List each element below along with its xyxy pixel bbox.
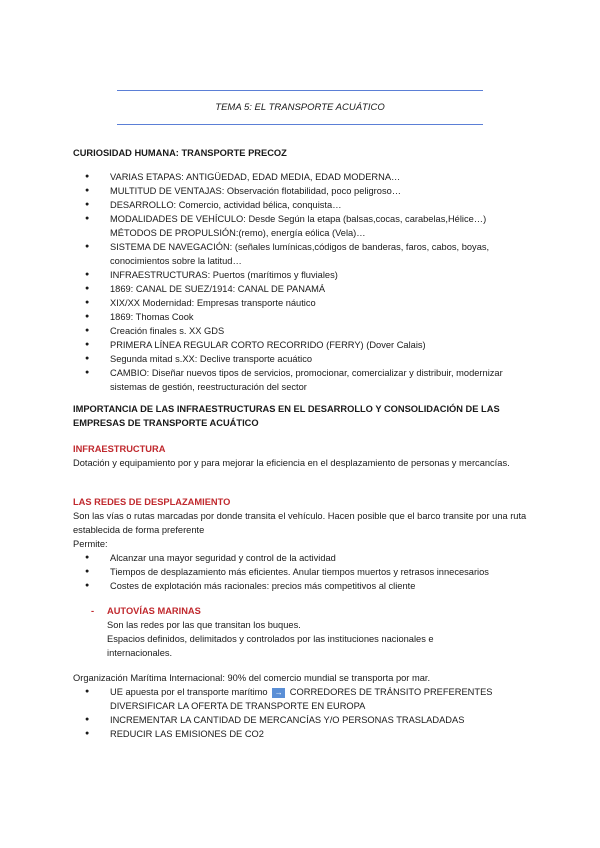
title-rule-bottom xyxy=(117,124,483,125)
section-heading-curiosidad: CURIOSIDAD HUMANA: TRANSPORTE PRECOZ xyxy=(73,148,287,158)
omi-text: Organización Marítima Internacional: 90% del comercio mundial se transporta por mar. xyxy=(73,673,431,683)
list-item: ● Costes de explotación más racionales: precios más competitivos al cliente xyxy=(85,579,525,593)
autovias-line-2: Espacios definidos, delimitados y controlados por las instituciones nacionales e internacionales. xyxy=(107,634,434,658)
list-item: ● INFRAESTRUCTURAS: Puertos (marítimos y fluviales) xyxy=(85,268,505,282)
list-item: ● Segunda mitad s.XX: Declive transporte acuático xyxy=(85,352,505,366)
infraestructura-heading: INFRAESTRUCTURA xyxy=(73,444,166,454)
list-item: ● VARIAS ETAPAS: ANTIGÜEDAD, EDAD MEDIA, EDAD MODERNA… xyxy=(85,170,505,184)
redes-heading: LAS REDES DE DESPLAZAMIENTO xyxy=(73,497,231,507)
list-item: ● SISTEMA DE NAVEGACIÓN: (señales lumínicas,códigos de banderas, faros, cabos, boyas, conocimientos sobre la latitud… xyxy=(85,240,505,268)
redes-list xyxy=(85,551,525,593)
list-item: ● Tiempos de desplazamiento más eficientes. Anular tiempos muertos y retrasos innecesarios xyxy=(85,565,525,579)
autovias-dash: - xyxy=(91,606,95,616)
omi-list xyxy=(85,685,515,741)
section-heading-importancia: IMPORTANCIA DE LAS INFRAESTRUCTURAS EN EL DESARROLLO Y CONSOLIDACIÓN DE LAS EMPRESAS DE TRANSPORTE ACUÁTICO xyxy=(73,404,500,428)
list-item: ● MODALIDADES DE VEHÍCULO: Desde Según la etapa (balsas,cocas, carabelas,Hélice…) MÉTODOS DE PROPULSIÓN:(remo), energía eólica (Vela)… xyxy=(85,212,505,240)
omi-item-1b: CORREDORES DE TRÁNSITO PREFERENTES DIVERSIFICAR LA OFERTA DE TRANSPORTE EN EUROPA xyxy=(110,687,493,711)
infraestructura-text: Dotación y equipamiento por y para mejorar la eficiencia en el desplazamiento de personas y mercancías. xyxy=(73,458,510,468)
list-item: ● 1869: CANAL DE SUEZ/1914: CANAL DE PANAMÁ xyxy=(85,282,505,296)
list-item: ● MULTITUD DE VENTAJAS: Observación flotabilidad, poco peligroso… xyxy=(85,184,505,198)
list-item: ● Alcanzar una mayor seguridad y control de la actividad xyxy=(85,551,525,565)
arrow-right-icon: → xyxy=(272,688,285,698)
omi-item-1a: UE apuesta por el transporte marítimo xyxy=(110,687,268,697)
list-item xyxy=(85,685,515,713)
list-item: ● REDUCIR LAS EMISIONES DE CO2 xyxy=(85,727,515,741)
page-title: TEMA 5: EL TRANSPORTE ACUÁTICO xyxy=(215,102,385,113)
list-item: ● DESARROLLO: Comercio, actividad bélica, conquista… xyxy=(85,198,505,212)
list-item: ● CAMBIO: Diseñar nuevos tipos de servicios, promocionar, comercializar y distribuir, modernizar sistemas de gestión, reestructuración del sector xyxy=(85,366,505,394)
autovias-line-1: Son las redes por las que transitan los buques. xyxy=(107,620,301,630)
list-item: ● Creación finales s. XX GDS xyxy=(85,324,505,338)
list-item: ● INCREMENTAR LA CANTIDAD DE MERCANCÍAS Y/O PERSONAS TRASLADADAS xyxy=(85,713,515,727)
redes-permite: Permite: xyxy=(73,539,108,549)
list-item: ● 1869: Thomas Cook xyxy=(85,310,505,324)
list-item: ● PRIMERA LÍNEA REGULAR CORTO RECORRIDO (FERRY) (Dover Calais) xyxy=(85,338,505,352)
title-rule-top xyxy=(117,90,483,91)
redes-text: Son las vías o rutas marcadas por donde transita el vehículo. Hacen posible que el barco transite por una ruta establecida de forma preferente xyxy=(73,511,527,535)
curiosidad-list xyxy=(85,170,505,394)
autovias-heading: AUTOVÍAS MARINAS xyxy=(107,606,201,616)
list-item: ● XIX/XX Modernidad: Empresas transporte náutico xyxy=(85,296,505,310)
